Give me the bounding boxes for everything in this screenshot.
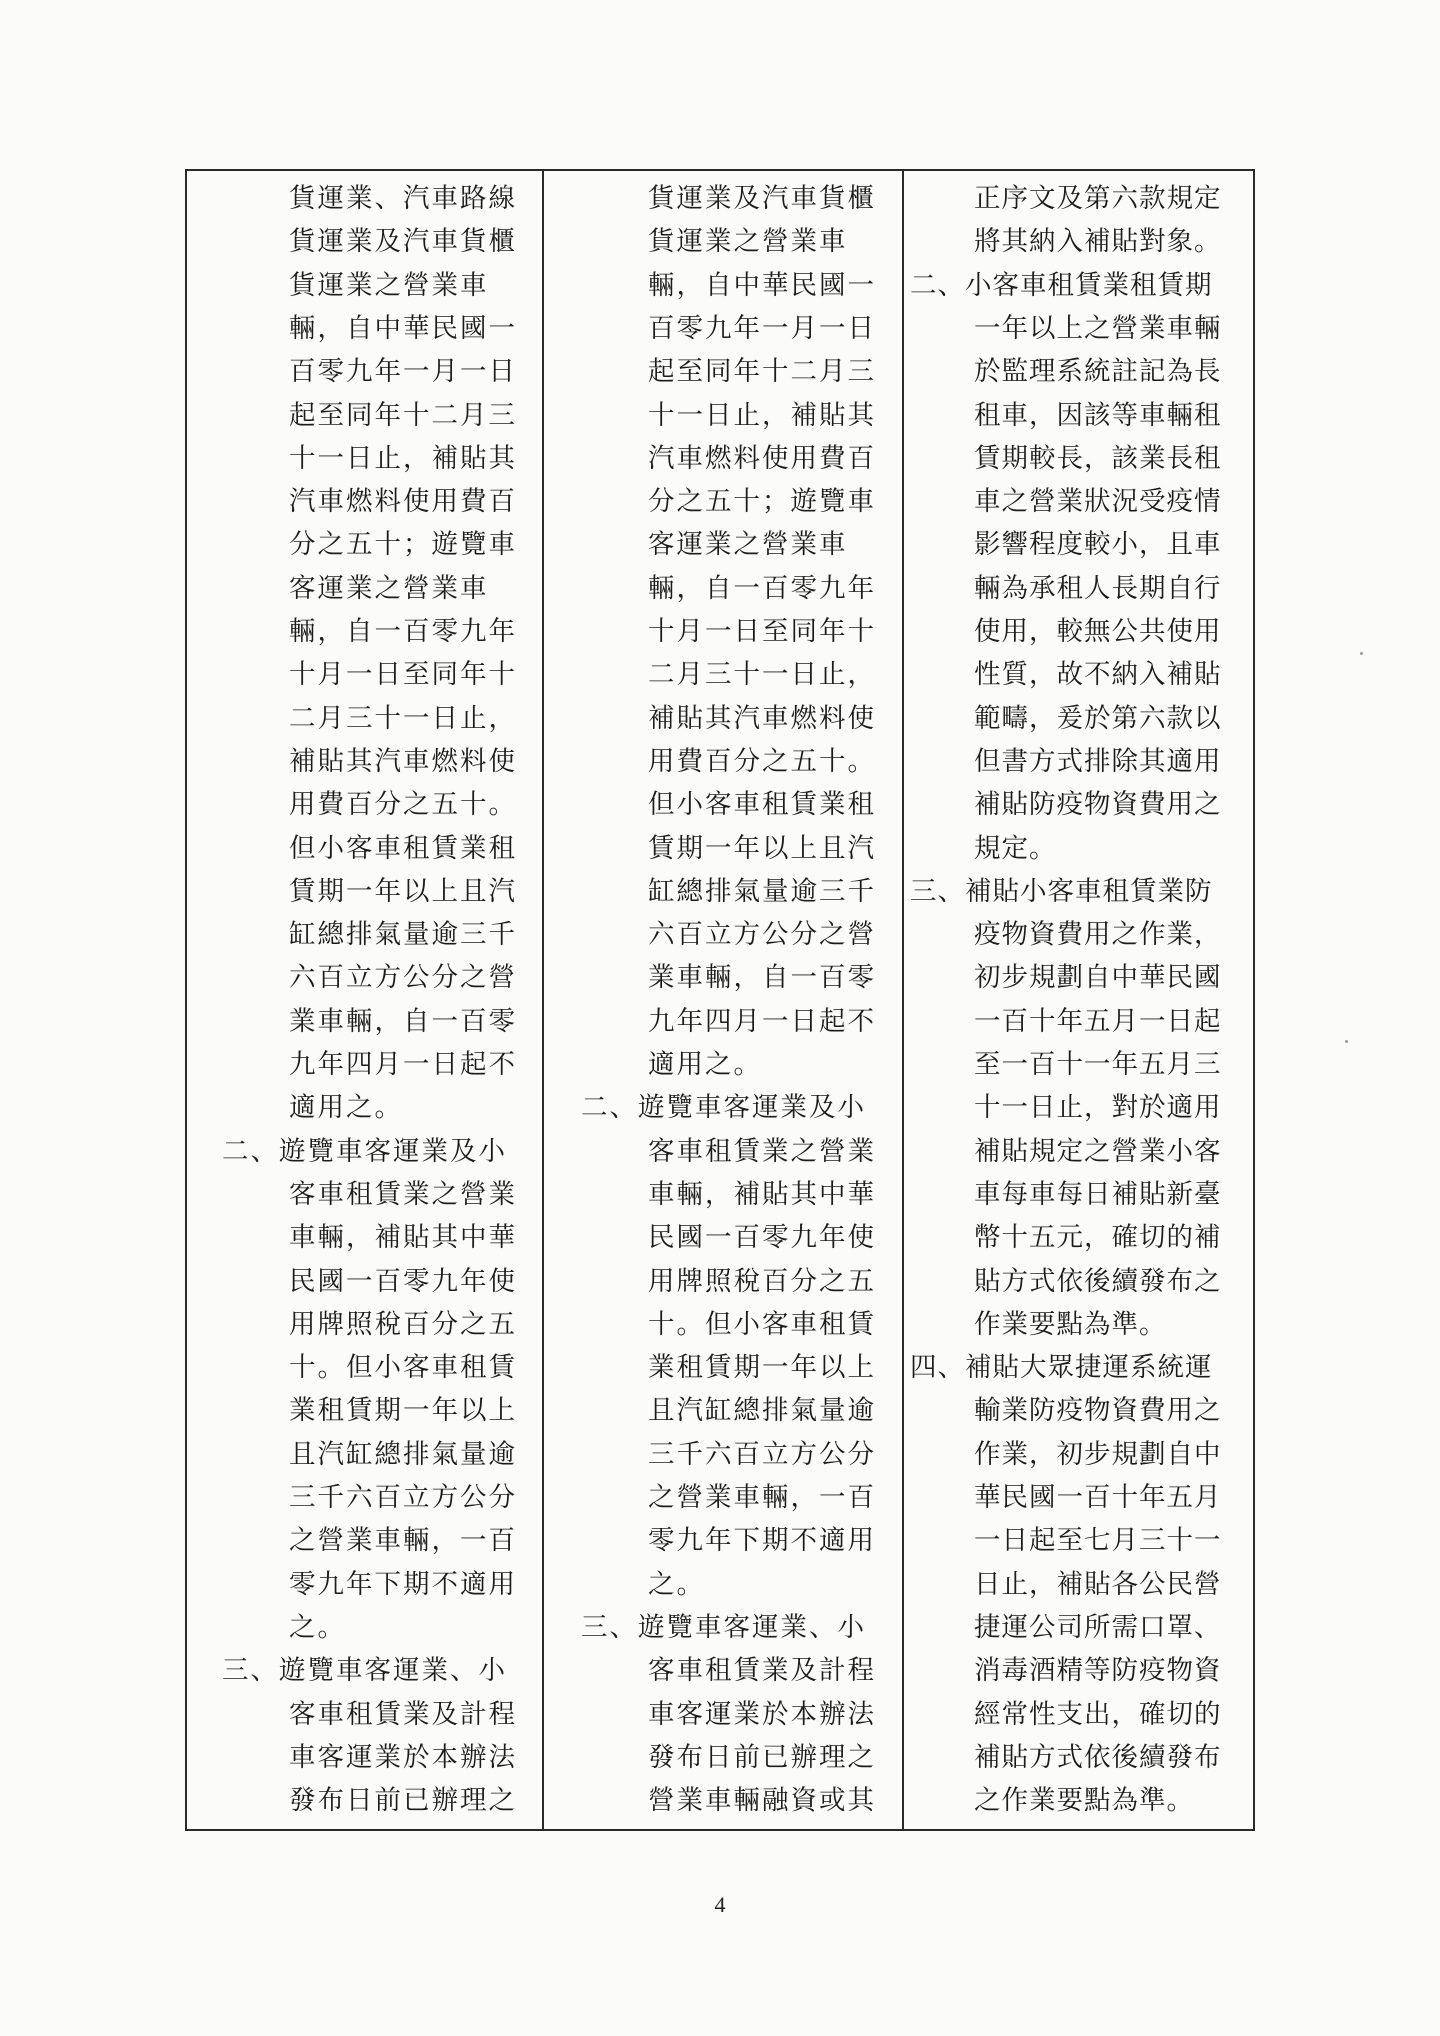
text-line: 補貼方式依後續發布 — [974, 1741, 1222, 1773]
text-line: 九年四月一日起不 — [289, 1049, 517, 1080]
text-line: 車之營業狀況受疫情 — [974, 486, 1222, 518]
text-line: 六百立方公分之營 — [289, 962, 517, 994]
text-line: 賃期一年以上且汽 — [648, 832, 876, 864]
text-line: 百零九年一月一日 — [289, 356, 517, 388]
text-line: 二月三十一日止， — [289, 702, 517, 734]
text-line: 之營業車輛，一百 — [289, 1525, 517, 1557]
text-line: 輛，自一百零九年 — [289, 616, 517, 647]
text-line: 且汽缸總排氣量逾 — [648, 1395, 876, 1427]
text-line: 客車租賃業之營業 — [289, 1178, 517, 1210]
text-line: 一年以上之營業車輛 — [974, 312, 1222, 344]
text-line: 將其納入補貼對象。 — [974, 226, 1222, 258]
text-line: 至一百十一年五月三 — [974, 1049, 1222, 1080]
numbered-item-line: 三、補貼小客車租賃業防 — [910, 875, 1213, 907]
table-column-middle — [544, 171, 904, 1829]
text-line: 缸總排氣量逾三千 — [289, 919, 517, 951]
text-line: 用費百分之五十。 — [289, 789, 517, 821]
text-line: 分之五十；遊覽車 — [648, 486, 876, 518]
text-line: 貨運業及汽車貨櫃 — [289, 226, 517, 258]
numbered-item-line: 二、小客車租賃業租賃期 — [910, 269, 1213, 301]
text-line: 十一日止，對於適用 — [974, 1092, 1222, 1124]
text-line: 規定。 — [974, 832, 1057, 864]
text-line: 性質，故不納入補貼 — [974, 659, 1222, 691]
text-line: 十月一日至同年十 — [648, 616, 876, 647]
text-line: 於監理系統註記為長 — [974, 356, 1222, 388]
comparison-table — [185, 169, 1255, 1831]
text-line: 且汽缸總排氣量逾 — [289, 1438, 517, 1470]
text-line: 輛，自一百零九年 — [648, 572, 876, 604]
text-line: 缸總排氣量逾三千 — [648, 875, 876, 907]
text-line: 租車，因該等車輛租 — [974, 399, 1222, 431]
text-line: 範疇，爰於第六款以 — [974, 702, 1222, 734]
text-line: 正序文及第六款規定 — [974, 183, 1222, 214]
text-line: 之營業車輛，一百 — [648, 1482, 876, 1513]
text-line: 用費百分之五十。 — [648, 745, 876, 777]
text-line: 客運業之營業車 — [648, 529, 848, 561]
text-line: 十一日止，補貼其 — [289, 442, 517, 474]
page-number: 4 — [714, 1892, 726, 1917]
text-line: 一日起至七月三十一 — [974, 1525, 1222, 1557]
text-line: 補貼其汽車燃料使 — [289, 745, 517, 777]
text-line: 車客運業於本辦法 — [289, 1741, 517, 1773]
text-line: 零九年下期不適用 — [648, 1525, 876, 1557]
text-line: 用牌照稅百分之五 — [289, 1308, 517, 1340]
text-line: 分之五十；遊覽車 — [289, 529, 517, 561]
text-line: 捷運公司所需口罩、 — [974, 1611, 1222, 1643]
text-line: 補貼規定之營業小客 — [974, 1135, 1222, 1167]
text-line: 營業車輛融資或其 — [648, 1785, 876, 1817]
text-line: 補貼其汽車燃料使 — [648, 702, 876, 734]
table-column-right — [904, 171, 1253, 1829]
text-line: 賃期一年以上且汽 — [289, 875, 517, 907]
text-line: 貨運業之營業車 — [289, 269, 489, 301]
text-line: 客車租賃業及計程 — [289, 1698, 517, 1730]
text-line: 但小客車租賃業租 — [289, 832, 517, 864]
text-line: 影響程度較小，且車 — [974, 529, 1222, 561]
text-line: 之。 — [289, 1611, 346, 1643]
text-line: 貨運業、汽車路線 — [289, 183, 517, 214]
text-line: 民國一百零九年使 — [289, 1265, 517, 1297]
scan-speck — [1345, 1040, 1348, 1043]
text-line: 適用之。 — [648, 1049, 762, 1080]
text-line: 發布日前已辦理之 — [648, 1741, 876, 1773]
text-line: 客運業之營業車 — [289, 572, 489, 604]
text-line: 輛，自中華民國一 — [648, 269, 876, 301]
text-line: 輛為承租人長期自行 — [974, 572, 1222, 604]
text-line: 三千六百立方公分 — [648, 1438, 876, 1470]
text-line: 貼方式依後續發布之 — [974, 1265, 1222, 1297]
text-line: 輸業防疫物資費用之 — [974, 1395, 1222, 1427]
text-line: 業車輛，自一百零 — [289, 1005, 517, 1037]
text-line: 百零九年一月一日 — [648, 312, 876, 344]
text-line: 日止，補貼各公民營 — [974, 1568, 1222, 1600]
text-line: 經常性支出，確切的 — [974, 1698, 1222, 1730]
text-line: 汽車燃料使用費百 — [289, 486, 517, 518]
text-line: 初步規劃自中華民國 — [974, 962, 1222, 994]
text-line: 二月三十一日止， — [648, 659, 876, 691]
numbered-item-line: 四、補貼大眾捷運系統運 — [910, 1352, 1213, 1384]
text-line: 車客運業於本辦法 — [648, 1698, 876, 1730]
text-line: 補貼防疫物資費用之 — [974, 789, 1222, 821]
numbered-item-line: 二、遊覽車客運業及小 — [581, 1092, 866, 1124]
text-line: 客車租賃業及計程 — [648, 1655, 876, 1687]
text-line: 業租賃期一年以上 — [648, 1352, 876, 1384]
numbered-item-line: 二、遊覽車客運業及小 — [222, 1135, 507, 1167]
text-line: 十。但小客車租賃 — [289, 1352, 517, 1384]
text-line: 作業，初步規劃自中 — [974, 1438, 1222, 1470]
text-line: 車每車每日補貼新臺 — [974, 1178, 1222, 1210]
text-line: 適用之。 — [289, 1092, 403, 1124]
table-column-left — [187, 171, 544, 1829]
text-line: 幣十五元，確切的補 — [974, 1222, 1222, 1254]
text-line: 客車租賃業之營業 — [648, 1135, 876, 1167]
text-line: 十。但小客車租賃 — [648, 1308, 876, 1340]
text-line: 零九年下期不適用 — [289, 1568, 517, 1600]
text-line: 用牌照稅百分之五 — [648, 1265, 876, 1297]
text-line: 之。 — [648, 1568, 705, 1600]
text-line: 但小客車租賃業租 — [648, 789, 876, 821]
text-line: 起至同年十二月三 — [289, 399, 517, 431]
text-line: 民國一百零九年使 — [648, 1222, 876, 1254]
text-line: 車輛，補貼其中華 — [289, 1222, 517, 1254]
text-line: 輛，自中華民國一 — [289, 312, 517, 344]
text-line: 車輛，補貼其中華 — [648, 1178, 876, 1210]
text-line: 業租賃期一年以上 — [289, 1395, 517, 1427]
text-line: 消毒酒精等防疫物資 — [974, 1655, 1222, 1687]
text-line: 之作業要點為準。 — [974, 1785, 1194, 1817]
text-line: 三千六百立方公分 — [289, 1482, 517, 1513]
text-line: 發布日前已辦理之 — [289, 1785, 517, 1817]
text-line: 貨運業及汽車貨櫃 — [648, 183, 876, 214]
text-line: 但書方式排除其適用 — [974, 745, 1222, 777]
scan-speck — [1360, 652, 1363, 655]
numbered-item-line: 三、遊覽車客運業、小 — [581, 1611, 866, 1643]
text-line: 十月一日至同年十 — [289, 659, 517, 691]
text-line: 華民國一百十年五月 — [974, 1482, 1222, 1513]
numbered-item-line: 三、遊覽車客運業、小 — [222, 1655, 507, 1687]
text-line: 業車輛，自一百零 — [648, 962, 876, 994]
text-line: 賃期較長，該業長租 — [974, 442, 1222, 474]
text-line: 疫物資費用之作業， — [974, 919, 1222, 951]
text-line: 六百立方公分之營 — [648, 919, 876, 951]
text-line: 十一日止，補貼其 — [648, 399, 876, 431]
text-line: 作業要點為準。 — [974, 1308, 1167, 1340]
text-line: 貨運業之營業車 — [648, 226, 848, 258]
text-line: 起至同年十二月三 — [648, 356, 876, 388]
text-line: 汽車燃料使用費百 — [648, 442, 876, 474]
text-line: 使用，較無公共使用 — [974, 616, 1222, 647]
text-line: 一百十年五月一日起 — [974, 1005, 1222, 1037]
text-line: 九年四月一日起不 — [648, 1005, 876, 1037]
